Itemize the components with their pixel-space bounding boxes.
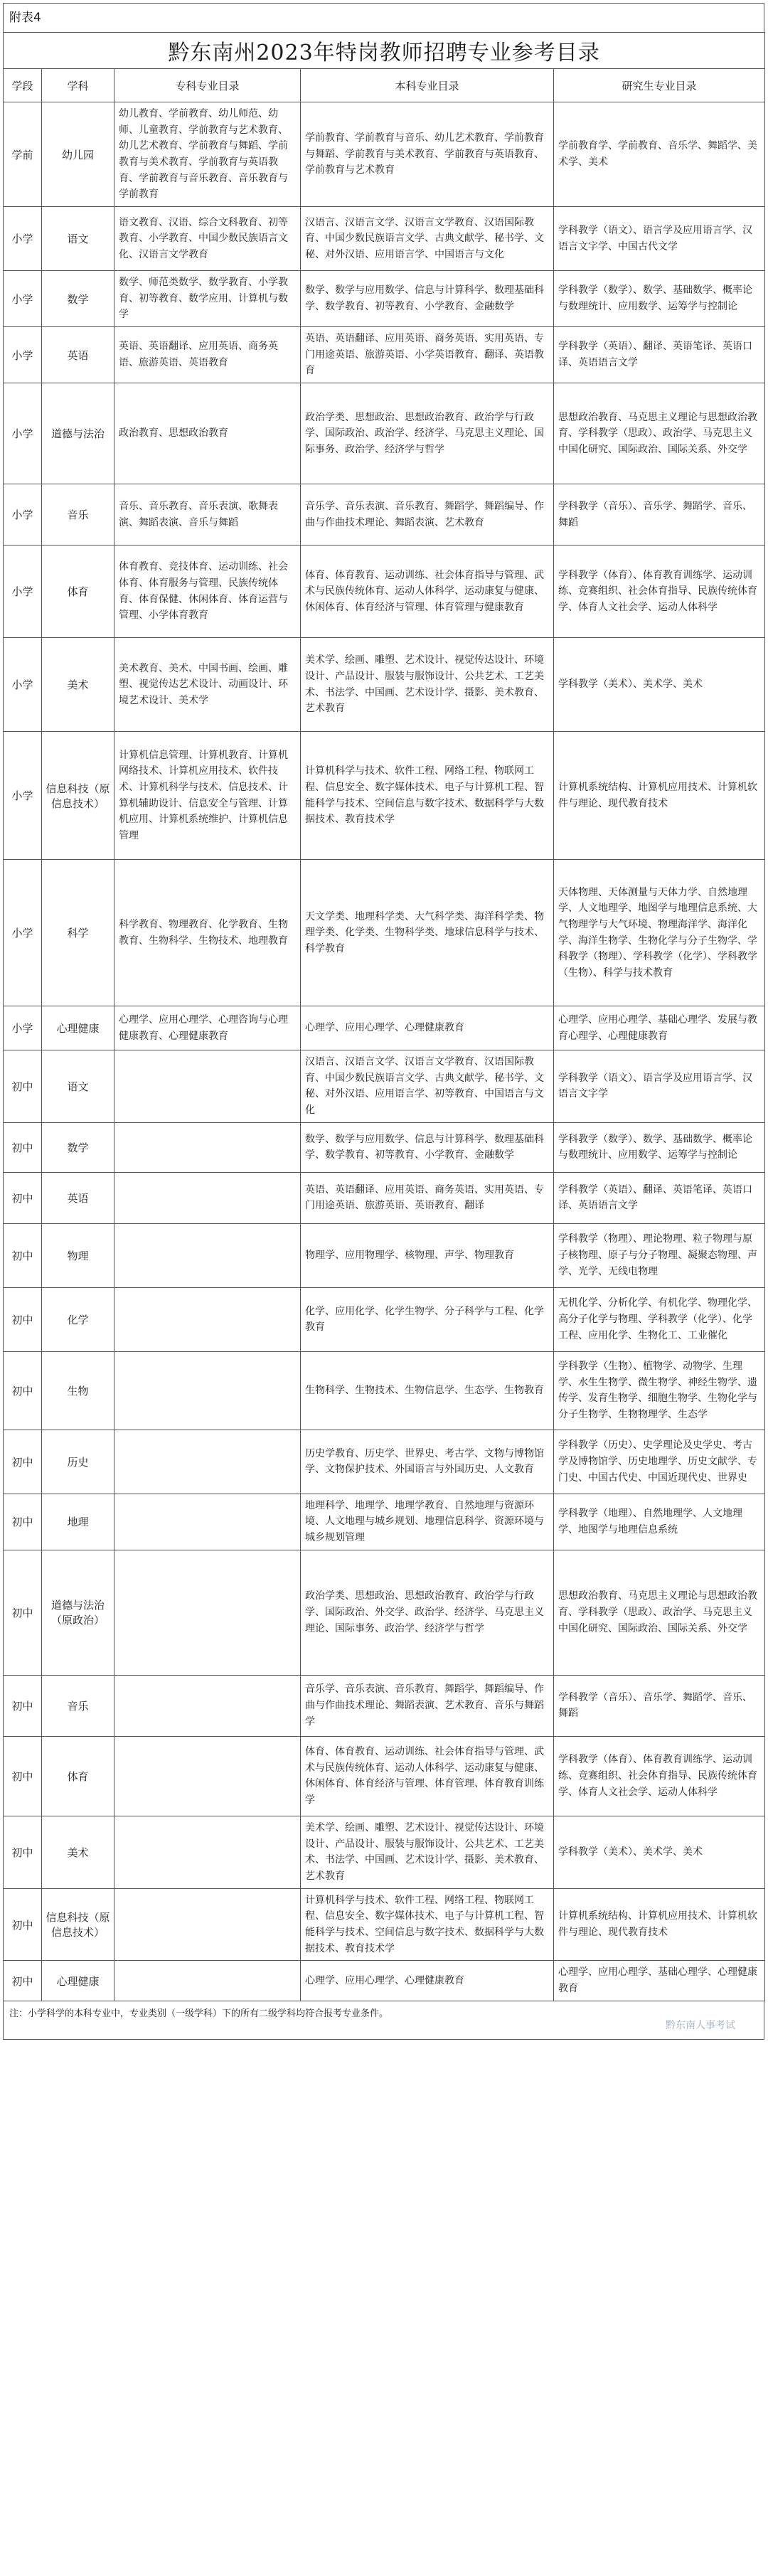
- header-stage: 学段: [4, 69, 42, 102]
- subject-cell: 语文: [42, 207, 114, 271]
- graduate-majors-cell: 心理学、应用心理学、基础心理学、发展与教育心理学、心理健康教育: [554, 1006, 765, 1050]
- undergrad-majors-cell: 历史学教育、历史学、世界史、考古学、文物与博物馆学、文物保护技术、外国语言与外国历史、人文教育: [301, 1430, 554, 1494]
- subject-cell: 心理健康: [42, 1006, 114, 1050]
- specialist-majors-cell: 英语、英语翻译、应用英语、商务英语、旅游英语、英语教育: [114, 327, 301, 383]
- stage-cell: 初中: [4, 1675, 42, 1736]
- undergrad-majors-cell: 政治学类、思想政治、思想政治教育、政治学与行政学、国际政治、政治学、经济学、马克思主义理论、国际事务、政治学、经济学与哲学: [301, 383, 554, 484]
- footnote-text: 注：小学科学的本科专业中，专业类别（一级学科）下的所有二级学科均符合报考专业条件。: [9, 2008, 389, 2019]
- page-title: 黔东南州2023年特岗教师招聘专业参考目录: [4, 33, 765, 69]
- subject-cell: 体育: [42, 1736, 114, 1816]
- specialist-majors-cell: [114, 1550, 301, 1675]
- graduate-majors-cell: 天体物理、天体测量与天体力学、自然地理学、人文地理学、地图学与地理信息系统、大气物理学与大气环境、物理海洋学、海洋化学、海洋生物学、生物化学与分子生物学、学科教学（物理）、学科教学（化学）、学科教学（生物）、科学与技术教育: [554, 860, 765, 1006]
- undergrad-majors-cell: 心理学、应用心理学、心理健康教育: [301, 1961, 554, 2001]
- header-specialist: 专科专业目录: [114, 69, 301, 102]
- graduate-majors-cell: 心理学、应用心理学、基础心理学、心理健康教育: [554, 1961, 765, 2001]
- specialist-majors-cell: [114, 1888, 301, 1961]
- specialist-majors-cell: [114, 1736, 301, 1816]
- undergrad-majors-cell: 汉语言、汉语言文学、汉语言文学教育、汉语国际教育、中国少数民族语言文学、古典文献学、秘书学、文秘、对外汉语、应用语言学、初等教育、中国语言与文化: [301, 1050, 554, 1123]
- graduate-majors-cell: 学科教学（生物）、植物学、动物学、生理学、水生生物学、微生物学、神经生物学、遗传学、发育生物学、细胞生物学、生物化学与分子生物学、生物物理学、生态学: [554, 1351, 765, 1430]
- graduate-majors-cell: 学科教学（美术）、美术学、美术: [554, 1816, 765, 1888]
- stage-cell: 初中: [4, 1351, 42, 1430]
- stage-cell: 初中: [4, 1888, 42, 1961]
- stage-cell: 小学: [4, 327, 42, 383]
- undergrad-majors-cell: 学前教育、学前教育与音乐、幼儿艺术教育、学前教育与舞蹈、学前教育与美术教育、学前教育与英语教育、学前教育与艺术教育: [301, 102, 554, 207]
- specialist-majors-cell: [114, 1961, 301, 2001]
- undergrad-majors-cell: 英语、英语翻译、应用英语、商务英语、实用英语、专门用途英语、旅游英语、小学英语教育、翻译、英语教育: [301, 327, 554, 383]
- stage-cell: 小学: [4, 638, 42, 732]
- graduate-majors-cell: 学科教学（数学）、数学、基础数学、概率论与数理统计、应用数学、运筹学与控制论: [554, 1122, 765, 1172]
- stage-cell: 初中: [4, 1736, 42, 1816]
- specialist-majors-cell: [114, 1172, 301, 1223]
- header-undergrad: 本科专业目录: [301, 69, 554, 102]
- graduate-majors-cell: 无机化学、分析化学、有机化学、物理化学、高分子化学与物理、学科教学（化学）、化学工程、应用化学、生物化工、工业催化: [554, 1287, 765, 1351]
- subject-cell: 历史: [42, 1430, 114, 1494]
- table-row: [4, 1736, 765, 1816]
- specialist-majors-cell: [114, 1223, 301, 1287]
- specialist-majors-cell: 幼儿教育、学前教育、幼儿师范、幼师、儿童教育、学前教育与艺术教育、幼儿艺术教育、学前教育与舞蹈、学前教育与美术教育、学前教育与英语教育、学前教育与音乐教育、音乐教育与学前教育: [114, 102, 301, 207]
- table-row: [4, 1888, 765, 1961]
- table-row: [4, 860, 765, 1006]
- subject-cell: 英语: [42, 1172, 114, 1223]
- undergrad-majors-cell: 地理科学、地理学、地理学教育、自然地理与资源环境、人文地理与城乡规划、地理信息科学、资源环境与城乡规划管理: [301, 1494, 554, 1550]
- subject-cell: 美术: [42, 1816, 114, 1888]
- graduate-majors-cell: 学科教学（语文）、语言学及应用语言学、汉语言文字学、中国古代文学: [554, 207, 765, 271]
- subject-cell: 数学: [42, 271, 114, 327]
- subject-cell: 生物: [42, 1351, 114, 1430]
- subject-cell: 道德与法治（原政治）: [42, 1550, 114, 1675]
- subject-cell: 化学: [42, 1287, 114, 1351]
- header-graduate: 研究生专业目录: [554, 69, 765, 102]
- subject-cell: 物理: [42, 1223, 114, 1287]
- table-row: [4, 271, 765, 327]
- stage-cell: 初中: [4, 1430, 42, 1494]
- stage-cell: 初中: [4, 1172, 42, 1223]
- subject-cell: 地理: [42, 1494, 114, 1550]
- specialist-majors-cell: 语文教育、汉语、综合文科教育、初等教育、小学教育、中国少数民族语言文化、汉语言文学教育: [114, 207, 301, 271]
- table-row: [4, 1816, 765, 1888]
- table-row: [4, 732, 765, 860]
- stage-cell: 小学: [4, 484, 42, 545]
- stage-cell: 初中: [4, 1494, 42, 1550]
- appendix-tag: 附表4: [3, 3, 764, 32]
- table-row: [4, 383, 765, 484]
- table-body: [4, 102, 765, 2001]
- specialist-majors-cell: 心理学、应用心理学、心理咨询与心理健康教育、心理健康教育: [114, 1006, 301, 1050]
- subject-cell: 美术: [42, 638, 114, 732]
- stage-cell: 小学: [4, 1006, 42, 1050]
- stage-cell: 小学: [4, 545, 42, 638]
- stage-cell: 小学: [4, 383, 42, 484]
- graduate-majors-cell: 学科教学（音乐）、音乐学、舞蹈学、音乐、舞蹈: [554, 484, 765, 545]
- table-row: [4, 1287, 765, 1351]
- specialist-majors-cell: [114, 1675, 301, 1736]
- table-row: [4, 638, 765, 732]
- subject-cell: 信息科技（原信息技术）: [42, 1888, 114, 1961]
- specialist-majors-cell: [114, 1816, 301, 1888]
- subject-cell: 科学: [42, 860, 114, 1006]
- undergrad-majors-cell: 英语、英语翻译、应用英语、商务英语、实用英语、专门用途英语、旅游英语、英语教育、翻译: [301, 1172, 554, 1223]
- watermark: 黔东南人事考试: [666, 2019, 735, 2031]
- graduate-majors-cell: 学科教学（英语）、翻译、英语笔译、英语口译、英语语言文学: [554, 327, 765, 383]
- specialist-majors-cell: 音乐、音乐教育、音乐表演、歌舞表演、舞蹈表演、音乐与舞蹈: [114, 484, 301, 545]
- stage-cell: 初中: [4, 1122, 42, 1172]
- graduate-majors-cell: 计算机系统结构、计算机应用技术、计算机软件与理论、现代教育技术: [554, 1888, 765, 1961]
- graduate-majors-cell: 学科教学（体育）、体育教育训练学、运动训练、竞赛组织、社会体育指导、民族传统体育学、体育人文社会学、运动人体科学: [554, 545, 765, 638]
- stage-cell: 初中: [4, 1223, 42, 1287]
- table-row: [4, 1122, 765, 1172]
- subject-cell: 英语: [42, 327, 114, 383]
- undergrad-majors-cell: 美术学、绘画、雕塑、艺术设计、视觉传达设计、环境设计、产品设计、服装与服饰设计、公共艺术、工艺美术、书法学、中国画、艺术设计学、摄影、美术教育、艺术教育: [301, 638, 554, 732]
- table-row: [4, 1172, 765, 1223]
- subject-cell: 音乐: [42, 484, 114, 545]
- undergrad-majors-cell: 生物科学、生物技术、生物信息学、生态学、生物教育: [301, 1351, 554, 1430]
- table-row: [4, 1675, 765, 1736]
- undergrad-majors-cell: 政治学类、思想政治、思想政治教育、政治学与行政学、国际政治、外交学、政治学、经济学、马克思主义理论、国际事务、政治学、经济学与哲学: [301, 1550, 554, 1675]
- specialist-majors-cell: [114, 1122, 301, 1172]
- undergrad-majors-cell: 音乐学、音乐表演、音乐教育、舞蹈学、舞蹈编导、作曲与作曲技术理论、舞蹈表演、艺术教育、音乐与舞蹈学: [301, 1675, 554, 1736]
- stage-cell: 学前: [4, 102, 42, 207]
- graduate-majors-cell: 学科教学（美术）、美术学、美术: [554, 638, 765, 732]
- graduate-majors-cell: 学科教学（数学）、数学、基础数学、概率论与数理统计、应用数学、运筹学与控制论: [554, 271, 765, 327]
- table-row: [4, 1494, 765, 1550]
- undergrad-majors-cell: 数学、数学与应用数学、信息与计算科学、数理基础科学、数学教育、初等教育、小学教育、金融数学: [301, 1122, 554, 1172]
- graduate-majors-cell: 学前教育学、学前教育、音乐学、舞蹈学、美术学、美术: [554, 102, 765, 207]
- specialist-majors-cell: [114, 1287, 301, 1351]
- undergrad-majors-cell: 心理学、应用心理学、心理健康教育: [301, 1006, 554, 1050]
- stage-cell: 小学: [4, 207, 42, 271]
- specialist-majors-cell: [114, 1494, 301, 1550]
- undergrad-majors-cell: 天文学类、地理科学类、大气科学类、海洋科学类、物理学类、化学类、生物科学类、地球信息科学与技术、科学教育: [301, 860, 554, 1006]
- specialist-majors-cell: 政治教育、思想政治教育: [114, 383, 301, 484]
- undergrad-majors-cell: 计算机科学与技术、软件工程、网络工程、物联网工程、信息安全、数字媒体技术、电子与计算机工程、智能科学与技术、空间信息与数字技术、数据科学与大数据技术、教育技术学: [301, 1888, 554, 1961]
- stage-cell: 小学: [4, 860, 42, 1006]
- table-row: [4, 1961, 765, 2001]
- subject-cell: 信息科技（原信息技术）: [42, 732, 114, 860]
- table-row: [4, 207, 765, 271]
- graduate-majors-cell: 学科教学（地理）、自然地理学、人文地理学、地图学与地理信息系统: [554, 1494, 765, 1550]
- undergrad-majors-cell: 化学、应用化学、化学生物学、分子科学与工程、化学教育: [301, 1287, 554, 1351]
- table-row: [4, 1050, 765, 1123]
- table-row: [4, 545, 765, 638]
- stage-cell: 初中: [4, 1550, 42, 1675]
- table-row: [4, 1006, 765, 1050]
- major-catalog-table: [3, 32, 765, 2001]
- undergrad-majors-cell: 体育、体育教育、运动训练、社会体育指导与管理、武术与民族传统体育、运动人体科学、运动康复与健康、休闲体育、体育经济与管理、体育管理与健康教育: [301, 545, 554, 638]
- table-row: [4, 327, 765, 383]
- stage-cell: 小学: [4, 732, 42, 860]
- specialist-majors-cell: 计算机信息管理、计算机教育、计算机网络技术、计算机应用技术、软件技术、计算机科学与技术、信息技术、计算机辅助设计、信息安全与管理、计算机应用、计算机系统维护、计算机信息管理: [114, 732, 301, 860]
- subject-cell: 体育: [42, 545, 114, 638]
- subject-cell: 语文: [42, 1050, 114, 1123]
- table-row: [4, 1430, 765, 1494]
- stage-cell: 小学: [4, 271, 42, 327]
- undergrad-majors-cell: 汉语言、汉语言文学、汉语言文学教育、汉语国际教育、中国少数民族语言文学、古典文献学、秘书学、文秘、对外汉语、应用语言学、中国语言与文化: [301, 207, 554, 271]
- subject-cell: 道德与法治: [42, 383, 114, 484]
- undergrad-majors-cell: 美术学、绘画、雕塑、艺术设计、视觉传达设计、环境设计、产品设计、服装与服饰设计、公共艺术、工艺美术、书法学、中国画、艺术设计学、摄影、美术教育、艺术教育: [301, 1816, 554, 1888]
- table-row: [4, 484, 765, 545]
- undergrad-majors-cell: 体育、体育教育、运动训练、社会体育指导与管理、武术与民族传统体育、运动人体科学、运动康复与健康、休闲体育、体育经济与管理、体育管理、体育教育训练学: [301, 1736, 554, 1816]
- specialist-majors-cell: [114, 1430, 301, 1494]
- specialist-majors-cell: 数学、师范类数学、数学教育、小学教育、初等教育、数学应用、计算机与数学: [114, 271, 301, 327]
- document-sheet: [3, 3, 764, 2040]
- graduate-majors-cell: 学科教学（体育）、体育教育训练学、运动训练、竞赛组织、社会体育指导、民族传统体育学、体育人文社会学、运动人体科学: [554, 1736, 765, 1816]
- stage-cell: 初中: [4, 1050, 42, 1123]
- graduate-majors-cell: 思想政治教育、马克思主义理论与思想政治教育、学科教学（思政）、政治学、马克思主义中国化研究、国际政治、国际关系、外交学: [554, 1550, 765, 1675]
- graduate-majors-cell: 学科教学（物理）、理论物理、粒子物理与原子核物理、原子与分子物理、凝聚态物理、声学、光学、无线电物理: [554, 1223, 765, 1287]
- graduate-majors-cell: 计算机系统结构、计算机应用技术、计算机软件与理论、现代教育技术: [554, 732, 765, 860]
- graduate-majors-cell: 学科教学（语文）、语言学及应用语言学、汉语言文字学: [554, 1050, 765, 1123]
- specialist-majors-cell: 美术教育、美术、中国书画、绘画、雕塑、视觉传达艺术设计、动画设计、环境艺术设计、美术学: [114, 638, 301, 732]
- subject-cell: 心理健康: [42, 1961, 114, 2001]
- stage-cell: 初中: [4, 1816, 42, 1888]
- stage-cell: 初中: [4, 1961, 42, 2001]
- table-row: [4, 1550, 765, 1675]
- subject-cell: 幼儿园: [42, 102, 114, 207]
- graduate-majors-cell: 思想政治教育、马克思主义理论与思想政治教育、学科教学（思政）、政治学、马克思主义中国化研究、国际政治、国际关系、外交学: [554, 383, 765, 484]
- graduate-majors-cell: 学科教学（英语）、翻译、英语笔译、英语口译、英语语言文学: [554, 1172, 765, 1223]
- subject-cell: 数学: [42, 1122, 114, 1172]
- undergrad-majors-cell: 数学、数学与应用数学、信息与计算科学、数理基础科学、数学教育、初等教育、小学教育、金融数学: [301, 271, 554, 327]
- undergrad-majors-cell: 音乐学、音乐表演、音乐教育、舞蹈学、舞蹈编导、作曲与作曲技术理论、舞蹈表演、艺术教育: [301, 484, 554, 545]
- undergrad-majors-cell: 计算机科学与技术、软件工程、网络工程、物联网工程、信息安全、数字媒体技术、电子与计算机工程、智能科学与技术、空间信息与数字技术、数据科学与大数据技术、教育技术学: [301, 732, 554, 860]
- graduate-majors-cell: 学科教学（音乐）、音乐学、舞蹈学、音乐、舞蹈: [554, 1675, 765, 1736]
- footnote: [3, 2001, 764, 2040]
- specialist-majors-cell: 科学教育、物理教育、化学教育、生物教育、生物科学、生物技术、地理教育: [114, 860, 301, 1006]
- header-subject: 学科: [42, 69, 114, 102]
- table-row: [4, 1351, 765, 1430]
- graduate-majors-cell: 学科教学（历史）、史学理论及史学史、考古学及博物馆学、历史地理学、历史文献学、专门史、中国古代史、中国近现代史、世界史: [554, 1430, 765, 1494]
- undergrad-majors-cell: 物理学、应用物理学、核物理、声学、物理教育: [301, 1223, 554, 1287]
- specialist-majors-cell: 体育教育、竞技体育、运动训练、社会体育、体育服务与管理、民族传统体育、体育保健、休闲体育、体育运营与管理、小学体育教育: [114, 545, 301, 638]
- stage-cell: 初中: [4, 1287, 42, 1351]
- subject-cell: 音乐: [42, 1675, 114, 1736]
- specialist-majors-cell: [114, 1351, 301, 1430]
- specialist-majors-cell: [114, 1050, 301, 1123]
- table-row: [4, 102, 765, 207]
- table-row: [4, 1223, 765, 1287]
